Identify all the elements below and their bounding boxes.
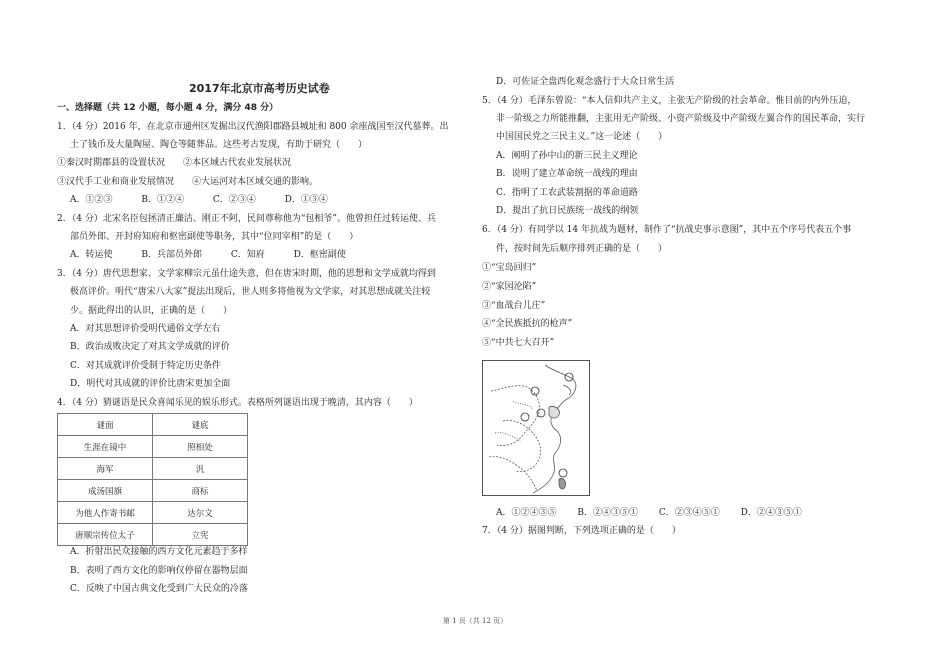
q2-line1: 2．（4 分）北宋名臣包拯清正廉洁、刚正不阿，民间尊称他为“包相爷”。他曾担任过转运使、兵 xyxy=(57,214,437,224)
q2-option-d[interactable]: D．枢密副使 xyxy=(293,250,346,260)
q2-options xyxy=(70,249,372,261)
q6-line2: 件，按时间先后顺序排列正确的是（ ） xyxy=(496,244,668,254)
q2-option-a[interactable]: A．转运使 xyxy=(70,250,113,260)
q7-line1: 7．（4 分）据图判断，下列选项正确的是（ ） xyxy=(482,526,681,536)
table-row xyxy=(58,436,248,458)
riddle-table xyxy=(57,413,248,546)
q4-line1: 4．（4 分）猜谜语是民众喜闻乐见的娱乐形式。表格所列谜语出现于晚清，其内容（ ） xyxy=(57,398,418,408)
table-row xyxy=(58,524,248,546)
section-heading: 一、选择题（共 12 小题，每小题 4 分，满分 48 分） xyxy=(57,103,279,113)
table-row xyxy=(58,458,248,480)
table-cell: 唐顺宗传位太子 xyxy=(58,524,153,546)
q4-option-a[interactable]: A．折射出民众接触的西方文化元素趋于多样 xyxy=(70,547,248,557)
page-title: 2017年北京市高考历史试卷 xyxy=(189,82,330,95)
q6-options xyxy=(496,507,802,519)
q5-option-a[interactable]: A．阐明了孙中山的新三民主义理论 xyxy=(496,151,638,161)
q1-line1: 1．（4 分）2016 年，在北京市通州区发掘出汉代渔阳郡路县城址和 800 余座战国至汉代墓葬。出 xyxy=(57,122,449,132)
q5-line3: 中国国民党之三民主义。”这一论述（ ） xyxy=(496,132,668,142)
q3-option-a[interactable]: A．对其思想评价受明代通俗文学左右 xyxy=(70,324,221,334)
q3-option-c[interactable]: C．对其成就评价受制于特定历史条件 xyxy=(70,361,221,371)
q3-option-d[interactable]: D．明代对其成就的评价比唐宋更加全面 xyxy=(70,379,231,389)
q5-option-d[interactable]: D．提出了抗日民族统一战线的纲领 xyxy=(496,206,639,216)
q1-line3: ①秦汉时期郡县的设置状况 ②本区域古代农业发展状况 xyxy=(57,158,292,168)
table-cell: 达尔文 xyxy=(153,502,248,524)
table-row xyxy=(58,502,248,524)
q6-item-4: ④“全民族抵抗的枪声” xyxy=(482,319,573,329)
q3-line1: 3．（4 分）唐代思想家、文学家柳宗元虽仕途失意，但在唐宋时期，他的思想和文学成就均得到 xyxy=(57,269,436,279)
q1-option-c[interactable]: C．②③④ xyxy=(212,195,256,205)
table-cell: 生涯在镜中 xyxy=(58,436,153,458)
q6-option-b[interactable]: B．②④③⑤① xyxy=(577,508,638,518)
q3-line3: 少。据此得出的认识，正确的是（ ） xyxy=(70,306,233,316)
q5-line2: 非一阶级之力所能推翻，主张用无产阶级、小资产阶级及中产阶级左翼合作的国民革命，实行 xyxy=(496,114,866,124)
table-cell: 汎 xyxy=(153,458,248,480)
table-header-cell: 谜底 xyxy=(153,414,248,436)
table-header-row xyxy=(58,414,248,436)
q1-option-b[interactable]: B．①②④ xyxy=(141,195,184,205)
q1-options xyxy=(70,194,354,206)
q5-line1: 5．（4 分）毛泽东曾说：“本人信仰共产主义，主张无产阶级的社会革命。惟目前的内外压迫， xyxy=(482,96,857,106)
q2-option-b[interactable]: B．兵部员外郎 xyxy=(141,250,202,260)
q4-option-c[interactable]: C．反映了中国古典文化受到广大民众的冷落 xyxy=(70,584,248,594)
q6-line1: 6．（4 分）有同学以 14 年抗战为题材，制作了“抗战史事示意图”，其中五个序号代表五个事 xyxy=(482,225,852,235)
q4-option-b[interactable]: B．表明了西方文化的影响仅停留在器物层面 xyxy=(70,566,248,576)
q3-line2: 极高评价。明代“唐宋八大家”提法出现后，世人则多将他视为文学家，对其思想成就关注较 xyxy=(70,287,431,297)
q6-item-1: ①“宝岛回归” xyxy=(482,263,537,273)
map-figure xyxy=(482,360,590,496)
table-cell: 成汤国旗 xyxy=(58,480,153,502)
table-cell: 为他人作寄书邮 xyxy=(58,502,153,524)
table-cell: 商标 xyxy=(153,480,248,502)
table-header-cell: 谜面 xyxy=(58,414,153,436)
q5-option-c[interactable]: C．指明了工农武装割据的革命道路 xyxy=(496,188,638,198)
q6-item-2: ②“家园沦陷” xyxy=(482,282,537,292)
q5-option-b[interactable]: B．说明了建立革命统一战线的理由 xyxy=(496,169,638,179)
q6-item-3: ③“血战台儿庄” xyxy=(482,301,546,311)
q6-item-5: ⑤“中共七大召开” xyxy=(482,338,555,348)
table-cell: 立宪 xyxy=(153,524,248,546)
q6-option-a[interactable]: A．①②④③⑤ xyxy=(496,508,557,518)
map-figure-svg xyxy=(483,361,589,495)
q1-option-a[interactable]: A．①②③ xyxy=(70,195,113,205)
q6-option-c[interactable]: C．②③④⑤① xyxy=(658,508,720,518)
q2-line2: 部员外郎、开封府知府和枢密副使等职务，其中“位同宰相”的是（ ） xyxy=(70,232,359,242)
q3-option-b[interactable]: B．政治成败决定了对其文学成就的评价 xyxy=(70,342,230,352)
table-row xyxy=(58,480,248,502)
q4-option-d[interactable]: D．可佐证全盘西化观念盛行于大众日常生活 xyxy=(496,77,675,87)
q2-option-c[interactable]: C．知府 xyxy=(230,250,265,260)
table-cell: 海军 xyxy=(58,458,153,480)
page-footer: 第 1 页（共 12 页） xyxy=(442,617,508,625)
q1-line4: ③汉代手工业和商业发展情况 ④大运河对本区域交通的影响。 xyxy=(57,177,319,187)
q1-line2: 土了钱币及大量陶屋、陶仓等随葬品。这些考古发现，有助于研究（ ） xyxy=(70,140,368,150)
q6-option-d[interactable]: D．②④③⑤① xyxy=(740,508,802,518)
q1-option-d[interactable]: D．①③④ xyxy=(284,195,328,205)
table-cell: 照相处 xyxy=(153,436,248,458)
